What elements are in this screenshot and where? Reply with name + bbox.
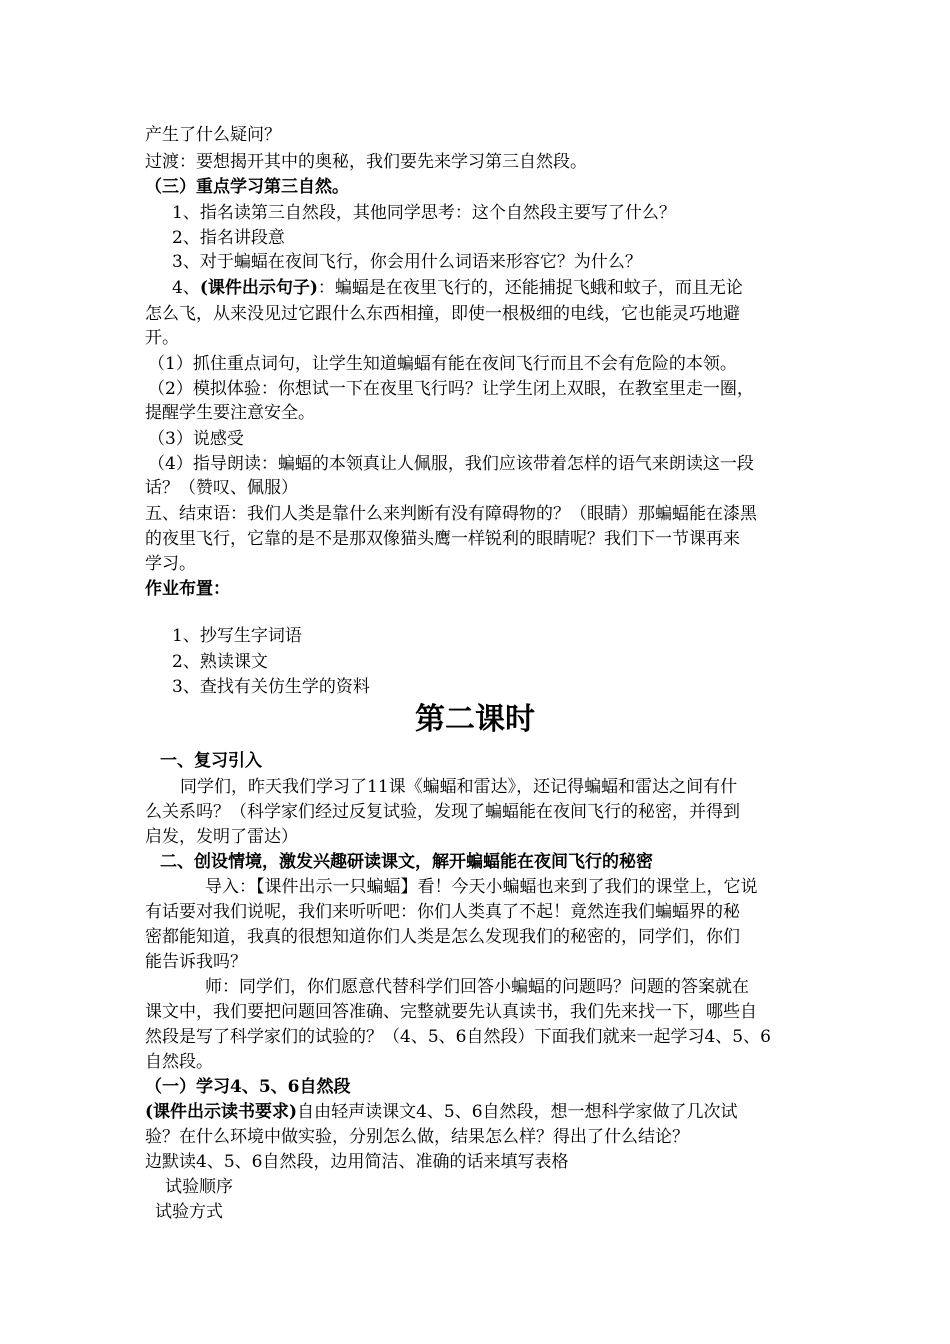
section-title: 第二课时: [415, 702, 535, 737]
text-line: （1）抓住重点词句，让学生知道蝙蝠有能在夜间飞行而且不会有危险的本领。: [148, 354, 737, 374]
text-line: 提醒学生要注意安全。: [145, 403, 315, 423]
text-line: 导入：【课件出示一只蝙蝠】看！今天小蝙蝠也来到了我们的课堂上，它说: [205, 877, 758, 897]
courseware-label: (课件出示读书要求): [145, 1102, 298, 1122]
section-heading: （三）重点学习第三自然。: [145, 177, 349, 197]
line-text: ：蝙蝠是在夜里飞行的，还能捕捉飞蛾和蚊子，而且无论: [317, 278, 743, 298]
text-line: 开。: [145, 328, 179, 348]
text-line: 课文中，我们要把问题回答准确、完整就要先认真读书，我们先来找一下，哪些自: [145, 1002, 757, 1022]
table-label: 试验方式: [155, 1202, 223, 1222]
list-item: 3、查找有关仿生学的资料: [172, 677, 370, 697]
text-line: 话？（赞叹、佩服）: [145, 478, 298, 498]
list-item: 1、抄写生字词语: [172, 626, 302, 646]
text-line: 产生了什么疑问？: [145, 125, 281, 145]
section-heading: 二、创设情境，激发兴趣研读课文，解开蝙蝠能在夜间飞行的秘密: [160, 852, 653, 872]
text-line: 过渡：要想揭开其中的奥秘，我们要先来学习第三自然段。: [145, 152, 587, 172]
text-line: 有话要对我们说呢，我们来听听吧：你们人类真了不起！竟然连我们蝙蝠界的秘: [145, 902, 740, 922]
text-line: 验？在什么环境中做实验，分别怎么做，结果怎么样？得出了什么结论？: [145, 1127, 689, 1147]
text-line: 3、对于蝙蝠在夜间飞行，你会用什么词语来形容它？为什么？: [172, 252, 642, 272]
text-line: 的夜里飞行，它靠的是不是那双像猫头鹰一样锐利的眼睛呢？我们下一节课再来: [145, 529, 740, 549]
text-line: 2、指名讲段意: [172, 228, 285, 248]
text-line: [145, 1100, 738, 1124]
line-text: 自由轻声读课文4、5、6自然段，想一想科学家做了几次试: [297, 1102, 738, 1122]
line-prefix: 4、: [172, 278, 200, 298]
text-line: 五、结束语：我们人类是靠什么来判断有没有障碍物的？（眼睛）那蝙蝠能在漆黑: [145, 504, 757, 524]
text-line: 启发，发明了雷达）: [145, 827, 298, 847]
text-line: 密都能知道，我真的很想知道你们人类是怎么发现我们的秘密的，同学们，你们: [145, 927, 740, 947]
section-heading: 一、复习引入: [160, 751, 262, 771]
text-line: 同学们，昨天我们学习了11课《蝙蝠和雷达》，还记得蝙蝠和雷达之间有什: [180, 777, 738, 797]
table-label: 试验顺序: [165, 1177, 233, 1197]
courseware-label: (课件出示句子): [199, 278, 318, 298]
text-line: 边默读4、5、6自然段，边用简洁、准确的话来填写表格: [145, 1152, 569, 1172]
text-line: 么关系吗？（科学家们经过反复试验，发现了蝙蝠能在夜间飞行的秘密，并得到: [145, 802, 740, 822]
text-line: 1、指名读第三自然段，其他同学思考：这个自然段主要写了什么？: [172, 203, 676, 223]
section-heading: （一）学习4、5、6自然段: [145, 1077, 351, 1097]
text-line: 怎么飞，从来没见过它跟什么东西相撞，即使一根极细的电线，它也能灵巧地避: [145, 304, 740, 324]
list-item: 2、熟读课文: [172, 652, 268, 672]
section-heading: 作业布置：: [145, 579, 230, 599]
text-line: 然段是写了科学家们的试验的？（4、5、6自然段）下面我们就来一起学习4、5、6: [145, 1027, 771, 1047]
text-line: 学习。: [145, 554, 196, 574]
text-line: （4）指导朗读：蝙蝠的本领真让人佩服，我们应该带着怎样的语气来朗读这一段: [148, 454, 754, 474]
text-line: 师：同学们，你们愿意代替科学们回答小蝙蝠的问题吗？问题的答案就在: [205, 977, 749, 997]
text-line: [172, 276, 743, 300]
text-line: （3）说感受: [148, 429, 244, 449]
text-line: 能告诉我吗？: [145, 952, 247, 972]
text-line: （2）模拟体验：你想试一下在夜里飞行吗？让学生闭上双眼，在教室里走一圈，: [148, 379, 754, 399]
text-line: 自然段。: [145, 1052, 213, 1072]
